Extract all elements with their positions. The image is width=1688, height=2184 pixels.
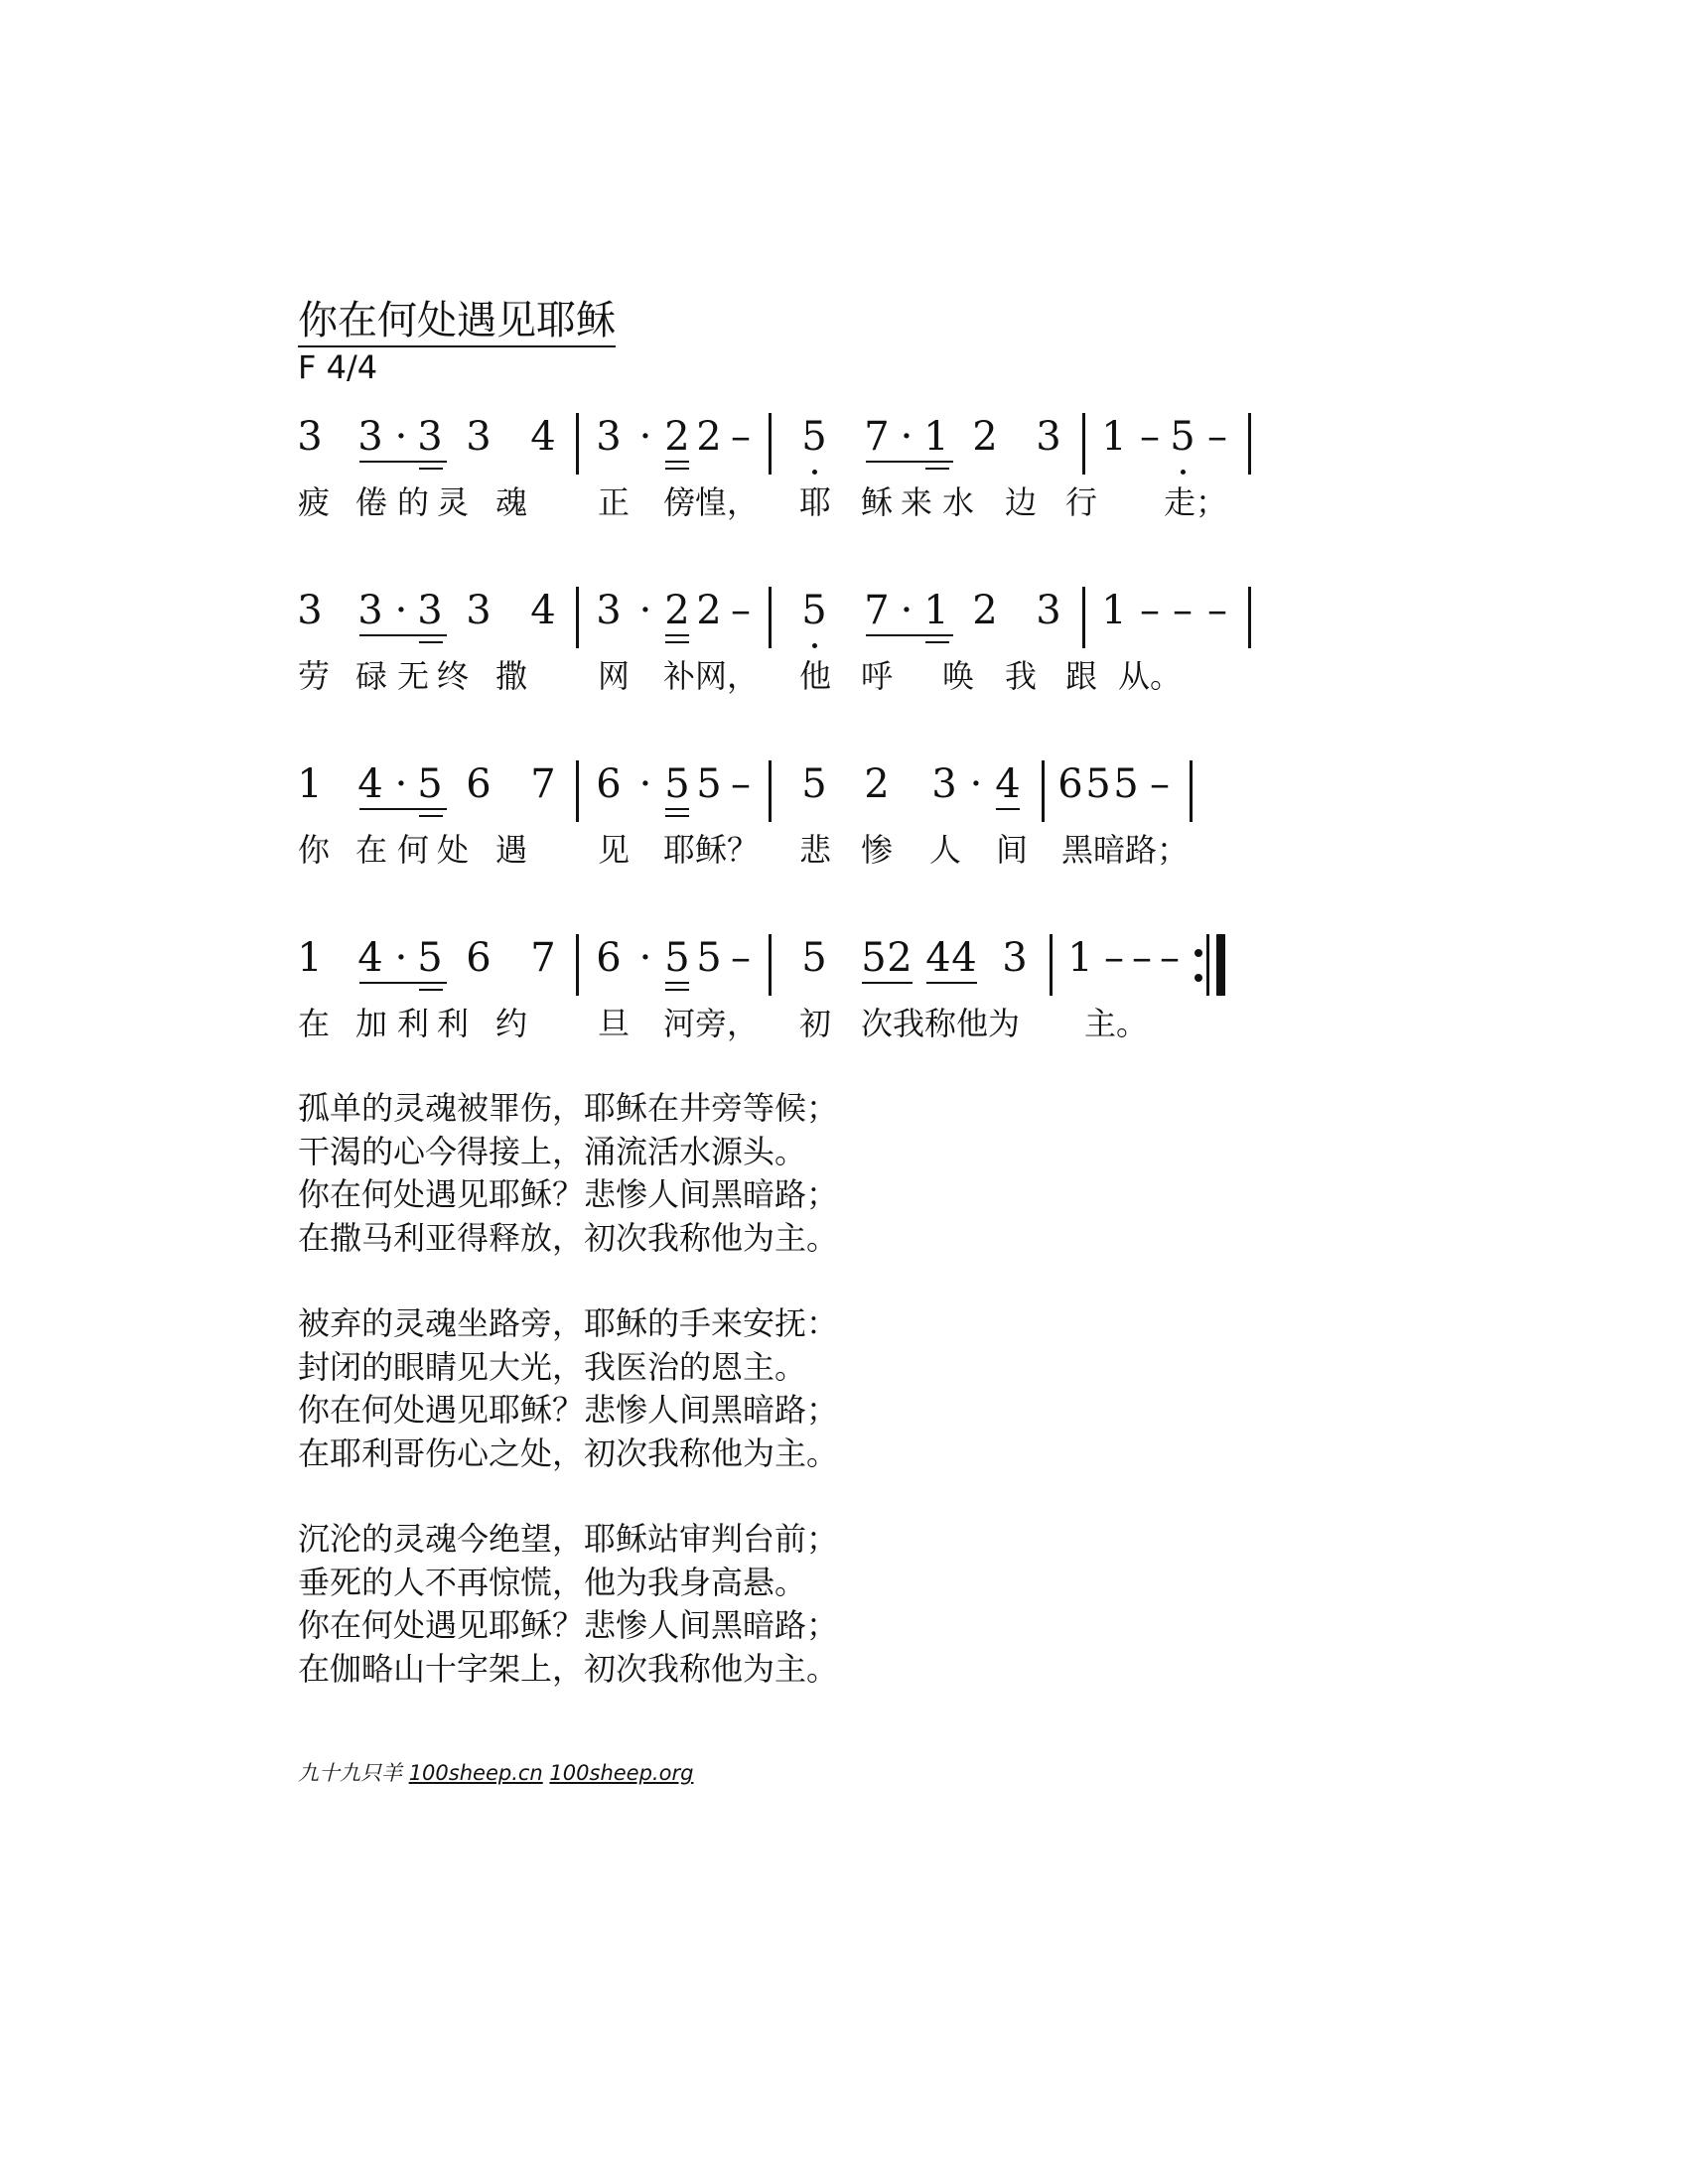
song-title: 你在何处遇见耶稣 (298, 298, 616, 347)
bar-line (769, 934, 772, 996)
note: 3 (596, 414, 622, 460)
lyric: 的 (397, 483, 430, 521)
underline (996, 808, 1020, 810)
note: 5 (696, 935, 722, 981)
verse-line: 被弃的灵魂坐路旁，耶稣的手来安抚： (298, 1304, 839, 1342)
note: 2 (696, 414, 722, 460)
underline (926, 982, 977, 984)
note: 4 (530, 588, 556, 633)
underline (359, 461, 447, 463)
low-octave-dot (1181, 470, 1186, 475)
note: 3 (417, 588, 443, 633)
lyric: 网 (598, 657, 631, 695)
underline (359, 634, 447, 636)
note: · (394, 761, 408, 807)
note: 3 (357, 588, 383, 633)
lyric: 主。 (1084, 1005, 1149, 1042)
lyric: 旦 (598, 1005, 631, 1042)
footer-name: 九十九只羊 (298, 1761, 402, 1785)
note: 3 (297, 588, 323, 633)
underline (665, 808, 689, 810)
note: – (1207, 414, 1227, 460)
stanza (298, 1087, 838, 1260)
lyric: 唤 (942, 657, 975, 695)
note: · (638, 588, 652, 633)
lyric: 倦 (355, 483, 388, 521)
note: 2 (664, 414, 690, 460)
note: 3 (1002, 935, 1028, 981)
note: – (1132, 935, 1152, 981)
note: 1 (923, 588, 949, 633)
footer-credit (298, 1760, 693, 1786)
verse-line: 封闭的眼睛见大光，我医治的恩主。 (298, 1347, 807, 1386)
music-system-2 (298, 589, 1291, 738)
note: 5 (801, 414, 827, 460)
key-signature: F 4/4 (298, 348, 378, 386)
lyric: 跟 (1065, 657, 1098, 695)
note: 3 (1036, 588, 1061, 633)
lyric: 人 (929, 831, 962, 869)
lyric: 终 (437, 657, 470, 695)
note: 5 (1170, 414, 1196, 460)
lyric: 惨 (861, 831, 894, 869)
bar-line (1190, 760, 1193, 822)
note: 2 (696, 588, 722, 633)
lyric: 约 (495, 1005, 528, 1042)
underline (665, 634, 689, 636)
note: 3 (357, 414, 383, 460)
note: 1 (1101, 414, 1127, 460)
note: · (969, 761, 983, 807)
underline (359, 982, 447, 984)
note: 1 (1101, 588, 1127, 633)
underline (665, 461, 689, 463)
music-system-3 (298, 762, 1291, 911)
bar-line (769, 413, 772, 475)
bar-line (1248, 587, 1251, 648)
verse-line: 在撒马利亚得释放，初次我称他为主。 (298, 1218, 839, 1257)
lyric: 何 (397, 831, 430, 869)
lyric: 次我称他为 (861, 1005, 1021, 1042)
verse-line: 你在何处遇见耶稣？悲惨人间黑暗路； (298, 1391, 839, 1429)
underline (665, 468, 689, 470)
bar-line (1248, 413, 1251, 475)
note: 2 (972, 414, 998, 460)
underline (665, 989, 689, 991)
underline (925, 468, 949, 470)
underline (665, 641, 689, 643)
underline (419, 468, 443, 470)
note: 6 (466, 935, 492, 981)
note: 6 (466, 761, 492, 807)
note: 5 (801, 761, 827, 807)
note: 5 (1085, 761, 1111, 807)
lyric: 撒 (495, 657, 528, 695)
verse-line: 你在何处遇见耶稣？悲惨人间黑暗路； (298, 1175, 839, 1213)
bar-line (576, 760, 579, 822)
note: 1 (297, 935, 323, 981)
note: – (1104, 935, 1124, 981)
note: 5 (861, 935, 887, 981)
underline (419, 815, 443, 817)
note: · (638, 935, 652, 981)
lyric: 劳 (298, 657, 331, 695)
additional-verses (298, 1087, 838, 1733)
lyric: 黑暗路； (1061, 831, 1190, 869)
bar-line (576, 413, 579, 475)
music-system-1 (298, 415, 1291, 564)
lyric: 你 (298, 831, 331, 869)
underline (862, 982, 913, 984)
lyric: 利 (437, 1005, 470, 1042)
underline (866, 461, 953, 463)
note: – (1173, 588, 1193, 633)
lyric: 我 (1005, 657, 1038, 695)
note: 3 (931, 761, 957, 807)
note: · (900, 414, 914, 460)
bar-line (576, 934, 579, 996)
note: 3 (1036, 414, 1061, 460)
stanza (298, 1518, 838, 1691)
note: – (1140, 588, 1160, 633)
note: 5 (1113, 761, 1139, 807)
note: 6 (596, 761, 622, 807)
underline (359, 808, 447, 810)
note: · (394, 588, 408, 633)
lyric: 无 (397, 657, 430, 695)
lyric: 行 (1065, 483, 1098, 521)
lyric: 补网， (663, 657, 760, 695)
bar-line (769, 587, 772, 648)
lyric: 在 (355, 831, 388, 869)
note: 5 (801, 588, 827, 633)
note: 4 (357, 935, 383, 981)
lyric: 处 (437, 831, 470, 869)
underline (419, 641, 443, 643)
note: – (731, 761, 751, 807)
lyric: 耶 (799, 483, 832, 521)
note: 7 (530, 935, 556, 981)
underline (925, 641, 949, 643)
note: · (394, 414, 408, 460)
note: 5 (696, 761, 722, 807)
lyric: 在 (298, 1005, 331, 1042)
note: 5 (664, 935, 690, 981)
note: · (900, 588, 914, 633)
lyric: 加 (355, 1005, 388, 1042)
lyric: 稣 (861, 483, 894, 521)
note: 5 (417, 935, 443, 981)
note: – (1150, 761, 1170, 807)
note: 3 (466, 588, 492, 633)
note: 4 (925, 935, 951, 981)
stanza (298, 1302, 838, 1475)
note: 2 (864, 761, 890, 807)
verse-line: 在伽略山十字架上，初次我称他为主。 (298, 1649, 839, 1688)
note: 3 (466, 414, 492, 460)
bar-line (1042, 760, 1045, 822)
note: 6 (1057, 761, 1083, 807)
underline (419, 989, 443, 991)
lyric: 悲 (799, 831, 832, 869)
verse-line: 干渴的心今得接上，涌流活水源头。 (298, 1132, 807, 1170)
bar-line (769, 760, 772, 822)
note: 2 (972, 588, 998, 633)
note: 5 (664, 761, 690, 807)
verse-line: 垂死的人不再惊慌，他为我身高悬。 (298, 1563, 807, 1601)
repeat-bar-thin (1206, 934, 1209, 996)
note: – (731, 414, 751, 460)
note: 3 (417, 414, 443, 460)
lyric: 初 (799, 1005, 832, 1042)
lyric: 灵 (437, 483, 470, 521)
bar-line (1050, 934, 1053, 996)
note: 7 (864, 588, 890, 633)
note: – (1160, 935, 1180, 981)
lyric: 见 (598, 831, 631, 869)
repeat-bar-thick (1216, 934, 1225, 996)
note: · (638, 761, 652, 807)
note: 3 (297, 414, 323, 460)
lyric: 魂 (495, 483, 528, 521)
note: · (638, 414, 652, 460)
note: 5 (801, 935, 827, 981)
note: · (394, 935, 408, 981)
bar-line (1082, 413, 1085, 475)
lyric: 呼 (861, 657, 894, 695)
lyric: 边 (1005, 483, 1038, 521)
note: – (731, 588, 751, 633)
note: 2 (664, 588, 690, 633)
note: 1 (923, 414, 949, 460)
lyric: 间 (996, 831, 1029, 869)
underline (866, 634, 953, 636)
lyric: 来 (901, 483, 933, 521)
underline (665, 815, 689, 817)
lyric: 遇 (495, 831, 528, 869)
lyric: 他 (799, 657, 832, 695)
lyric: 碌 (355, 657, 388, 695)
note: 4 (530, 414, 556, 460)
verse-line: 孤单的灵魂被罪伤，耶稣在井旁等候； (298, 1089, 839, 1127)
note: – (1207, 588, 1227, 633)
underline (665, 982, 689, 984)
note: 3 (596, 588, 622, 633)
lyric: 从。 (1118, 657, 1183, 695)
low-octave-dot (812, 470, 817, 475)
note: 7 (864, 414, 890, 460)
note: 1 (1067, 935, 1093, 981)
verse-line: 沉沦的灵魂今绝望，耶稣站审判台前； (298, 1520, 839, 1558)
note: 6 (596, 935, 622, 981)
note: 4 (995, 761, 1021, 807)
note: – (1140, 414, 1160, 460)
low-octave-dot (812, 643, 817, 648)
footer-link-cn[interactable]: 100sheep.cn (408, 1761, 543, 1785)
lyric: 水 (942, 483, 975, 521)
lyric: 正 (598, 483, 631, 521)
music-system-4 (298, 936, 1291, 1085)
lyric: 傍惶， (663, 483, 760, 521)
repeat-dot (1195, 949, 1202, 957)
note: 5 (417, 761, 443, 807)
lyric: 河旁， (663, 1005, 760, 1042)
repeat-dot (1195, 974, 1202, 982)
footer-link-org[interactable]: 100sheep.org (549, 1761, 694, 1785)
lyric: 耶稣？ (663, 831, 760, 869)
lyric: 疲 (298, 483, 331, 521)
bar-line (576, 587, 579, 648)
verse-line: 在耶利哥伤心之处，初次我称他为主。 (298, 1433, 839, 1472)
note: 4 (951, 935, 977, 981)
lyric: 走； (1164, 483, 1228, 521)
note: 7 (530, 761, 556, 807)
note: 2 (887, 935, 913, 981)
note: 1 (297, 761, 323, 807)
note: – (731, 935, 751, 981)
note: 4 (357, 761, 383, 807)
lyric: 利 (397, 1005, 430, 1042)
bar-line (1082, 587, 1085, 648)
verse-line: 你在何处遇见耶稣？悲惨人间黑暗路； (298, 1606, 839, 1644)
